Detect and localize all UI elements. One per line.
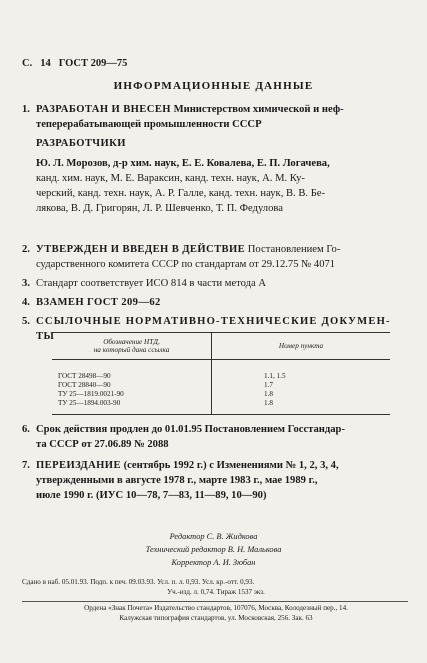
item-heading: ПЕРЕИЗДАНИЕ	[36, 460, 121, 471]
item-number: 3.	[22, 278, 30, 289]
developer-line: черский, канд. техн. наук, А. Р. Галле, канд. техн. наук, В. В. Бе-	[36, 188, 326, 199]
divider	[22, 601, 408, 602]
column-header-clause: Номер пункта	[212, 333, 391, 360]
developers-heading: РАЗРАБОТЧИКИ	[36, 138, 126, 149]
item-text: утвержденными в августе 1978 г., марте 1983 г., мае 1989 г.,	[36, 475, 318, 486]
item-text: та СССР от 27.06.89 № 2088	[36, 439, 169, 450]
table-row	[52, 381, 390, 390]
item-heading: ВЗАМЕН ГОСТ 209—62	[36, 297, 161, 308]
imprint-print-data	[22, 578, 410, 597]
item-heading: ТЫ	[36, 331, 55, 342]
cell-clause: 1.1, 1.5	[264, 372, 286, 380]
imprint-line: Ордена «Знак Почета» Издательство стандартов, 107076, Москва, Колодезный пер., 14.	[84, 604, 348, 612]
item-developed	[22, 102, 408, 216]
cell-clause: 1.8	[264, 390, 273, 398]
item-text: Стандарт соответствует ИСО 814 в части метода А	[36, 278, 267, 289]
standard-code: ГОСТ 209—75	[58, 58, 128, 69]
editor-line: Редактор С. В. Жидкова	[169, 532, 258, 541]
developer-line: канд. хим. наук, М. Е. Вараксин, канд. техн. наук, А. М. Ку-	[36, 173, 305, 184]
references-table	[52, 332, 390, 415]
page-label: С.	[22, 58, 33, 69]
developer-line: лякова, В. Д. Григорян, Л. Р. Шевченко, Т. П. Федулова	[36, 203, 283, 214]
page-title: ИНФОРМАЦИОННЫЕ ДАННЫЕ	[113, 80, 314, 92]
item-heading: ССЫЛОЧНЫЕ НОРМАТИВНО-ТЕХНИЧЕСКИЕ ДОКУМЕН-	[36, 316, 391, 327]
item-text: сударственного комитета СССР по стандартам от 29.12.75 № 4071	[36, 259, 336, 270]
item-validity	[22, 422, 408, 452]
item-iso	[22, 276, 408, 291]
credits	[0, 530, 427, 569]
cell-document: ТУ 25—1894.003-90	[52, 399, 212, 415]
item-heading: УТВЕРЖДЕН И ВВЕДЕН В ДЕЙСТВИЕ	[36, 244, 246, 255]
cell-document: ГОСТ 28498—90	[52, 360, 212, 382]
tech-editor-line: Технический редактор В. Н. Малькова	[145, 545, 282, 554]
imprint-line: Сдано в наб. 05.01.93. Подп. к печ. 09.03.93. Усл. п. л. 0,93. Усл. кр.-отт. 0,93.	[22, 578, 255, 586]
item-heading: РАЗРАБОТАН И ВНЕСЕН	[36, 104, 171, 115]
item-text: теперерабатывающей промышленности СССР	[36, 119, 262, 130]
item-text: (сентябрь 1992 г.) с Изменениями № 1, 2, 3, 4,	[123, 460, 339, 471]
item-number: 5.	[22, 316, 30, 327]
table-header-row	[52, 333, 390, 360]
item-number: 4.	[22, 297, 30, 308]
cell-document: ГОСТ 28840—90	[52, 381, 212, 390]
table-row	[52, 399, 390, 415]
cell-clause: 1.8	[212, 399, 391, 415]
item-number: 2.	[22, 244, 30, 255]
imprint-line: Калужская типография стандартов, ул. Московская, 256. Зак. 63	[119, 613, 313, 622]
imprint-line: Уч.-изд. л. 0,74. Тираж 1537 экз.	[167, 587, 265, 596]
cell-document: ТУ 25—1819.0021-90	[52, 390, 212, 399]
item-text: Министерством химической и неф-	[173, 104, 344, 115]
column-header-document: Обозначение НТД, на который дана ссылка	[52, 333, 212, 360]
page-number: 14	[40, 58, 51, 69]
page-header	[22, 58, 135, 69]
item-approved	[22, 242, 408, 272]
table-row	[52, 360, 390, 382]
item-number: 1.	[22, 104, 30, 115]
item-number: 7.	[22, 460, 30, 471]
developer-line: Ю. Л. Морозов, д-р хим. наук, Е. Е. Ковалева, Е. П. Логачева,	[36, 158, 330, 169]
item-text: июле 1990 г. (ИУС 10—78, 7—83, 11—89, 10—90)	[36, 490, 267, 501]
item-number: 6.	[22, 424, 30, 435]
item-replaces	[22, 295, 408, 310]
imprint-publisher	[22, 604, 410, 623]
proofreader-line: Корректор А. И. Зюбан	[171, 558, 256, 567]
item-reissue	[22, 458, 408, 503]
table-row	[52, 390, 390, 399]
item-text: Постановлением Го-	[247, 244, 341, 255]
cell-clause: 1.7	[264, 381, 273, 389]
item-text: Срок действия продлен до 01.01.95 Постановлением Госстандар-	[36, 424, 345, 435]
